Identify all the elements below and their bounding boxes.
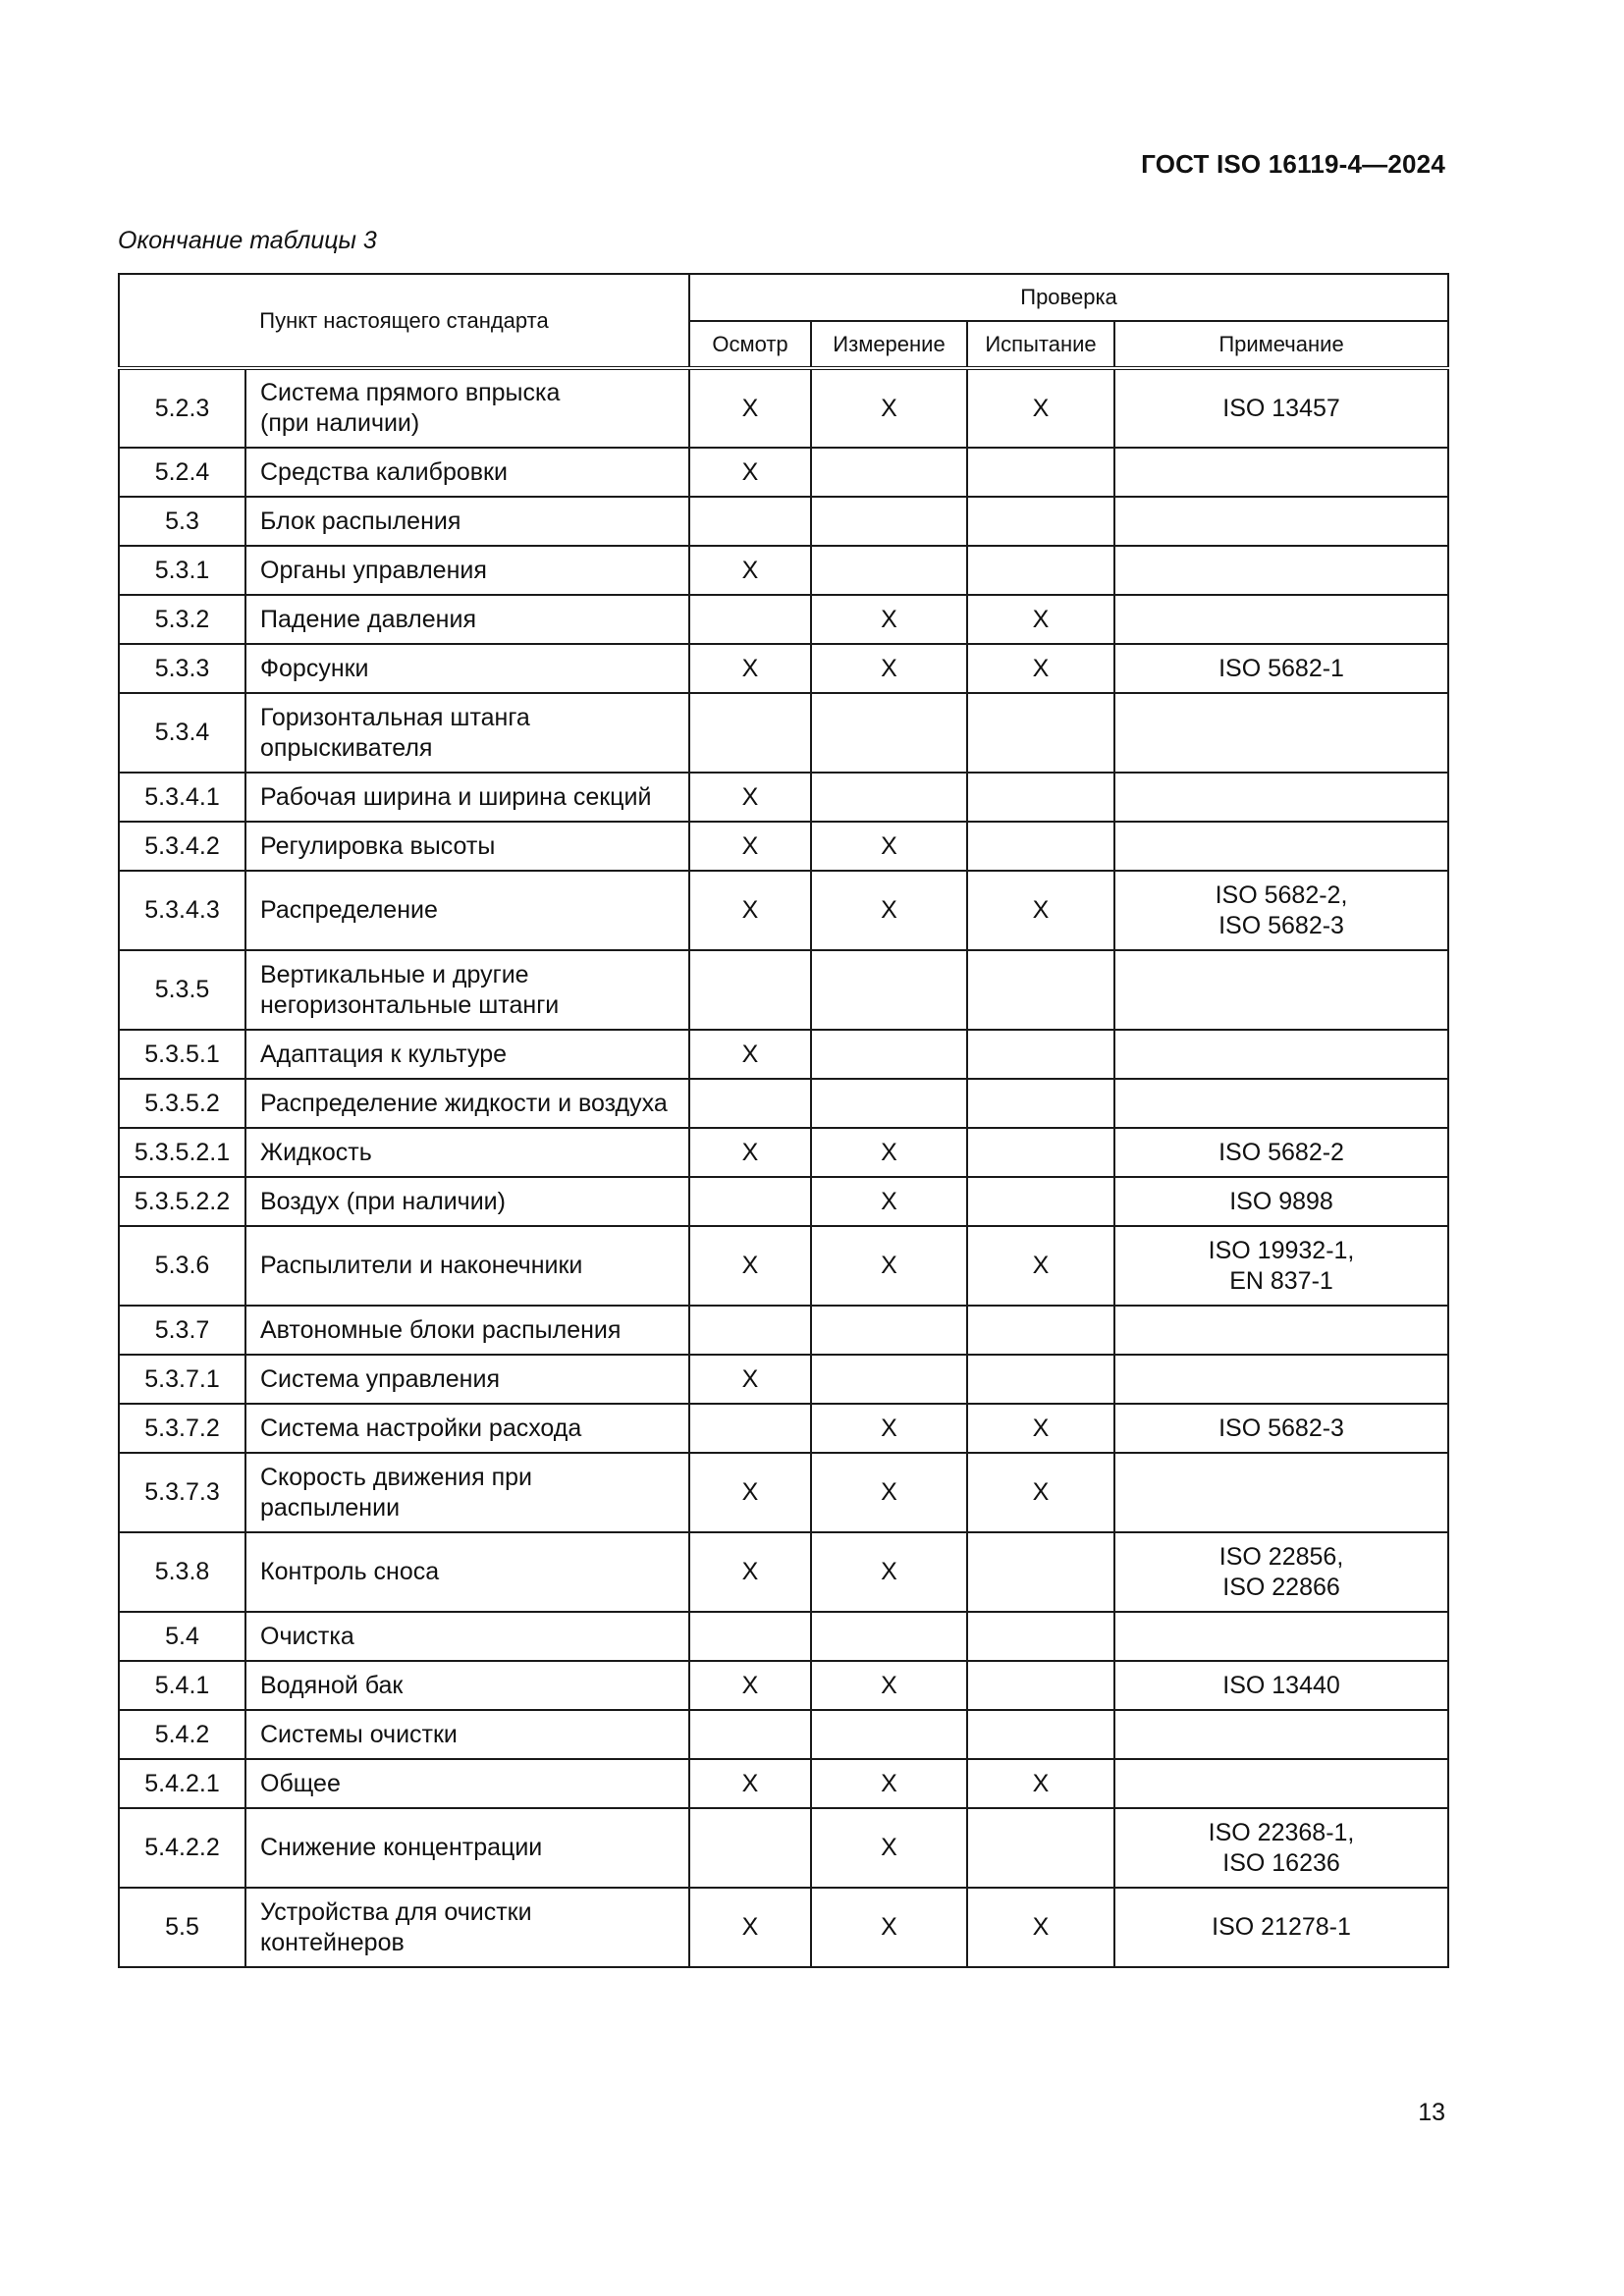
clause-name-cell: Горизонтальная штанга опрыскивателя xyxy=(245,693,689,773)
table-row xyxy=(119,1661,1448,1710)
table-row xyxy=(119,693,1448,773)
clause-number-cell: 5.4.2.2 xyxy=(119,1808,245,1888)
clause-number-cell: 5.3.4.3 xyxy=(119,871,245,950)
measurement-mark-cell: X xyxy=(811,1226,967,1306)
measurement-mark-cell: X xyxy=(811,1404,967,1453)
clause-number-cell: 5.3.4.2 xyxy=(119,822,245,871)
clause-name-cell: Устройства для очистки контейнеров xyxy=(245,1888,689,1967)
inspection-mark-cell: X xyxy=(689,546,811,595)
test-mark-cell xyxy=(967,1128,1114,1177)
inspection-mark-cell: X xyxy=(689,1030,811,1079)
inspection-mark-cell xyxy=(689,1177,811,1226)
note-cell: ISO 9898 xyxy=(1114,1177,1448,1226)
clause-number-cell: 5.3 xyxy=(119,497,245,546)
table-row xyxy=(119,1079,1448,1128)
clause-number-cell: 5.3.7 xyxy=(119,1306,245,1355)
note-cell: ISO 5682-1 xyxy=(1114,644,1448,693)
inspection-mark-cell: X xyxy=(689,822,811,871)
test-mark-cell: X xyxy=(967,368,1114,448)
test-mark-cell xyxy=(967,1532,1114,1612)
table-row xyxy=(119,950,1448,1030)
table-body xyxy=(119,368,1448,1967)
measurement-mark-cell: X xyxy=(811,871,967,950)
table-row xyxy=(119,1453,1448,1532)
inspection-mark-cell: X xyxy=(689,1661,811,1710)
test-column-header: Испытание xyxy=(967,321,1114,368)
check-group-header: Проверка xyxy=(689,274,1448,321)
clause-number-cell: 5.3.4 xyxy=(119,693,245,773)
clause-name-cell: Рабочая ширина и ширина секций xyxy=(245,773,689,822)
clause-number-cell: 5.3.5.2 xyxy=(119,1079,245,1128)
table-row xyxy=(119,448,1448,497)
table-row xyxy=(119,1710,1448,1759)
table-row xyxy=(119,1532,1448,1612)
measurement-mark-cell: X xyxy=(811,1808,967,1888)
inspection-mark-cell: X xyxy=(689,1888,811,1967)
clause-name-cell: Контроль сноса xyxy=(245,1532,689,1612)
clause-name-cell: Блок распыления xyxy=(245,497,689,546)
measurement-mark-cell: X xyxy=(811,1759,967,1808)
clause-number-cell: 5.3.8 xyxy=(119,1532,245,1612)
clause-number-cell: 5.3.7.1 xyxy=(119,1355,245,1404)
clause-name-cell: Система прямого впрыска (при наличии) xyxy=(245,368,689,448)
note-cell xyxy=(1114,546,1448,595)
test-mark-cell xyxy=(967,693,1114,773)
test-mark-cell: X xyxy=(967,1453,1114,1532)
clause-name-cell: Системы очистки xyxy=(245,1710,689,1759)
test-mark-cell xyxy=(967,497,1114,546)
measurement-mark-cell: X xyxy=(811,595,967,644)
clause-name-cell: Водяной бак xyxy=(245,1661,689,1710)
inspection-column-header: Осмотр xyxy=(689,321,811,368)
clause-name-cell: Общее xyxy=(245,1759,689,1808)
measurement-mark-cell: X xyxy=(811,822,967,871)
table-row xyxy=(119,497,1448,546)
table-row xyxy=(119,1177,1448,1226)
clause-number-cell: 5.3.2 xyxy=(119,595,245,644)
note-cell xyxy=(1114,497,1448,546)
test-mark-cell xyxy=(967,1710,1114,1759)
note-column-header: Примечание xyxy=(1114,321,1448,368)
clause-name-cell: Падение давления xyxy=(245,595,689,644)
measurement-mark-cell xyxy=(811,1710,967,1759)
inspection-mark-cell: X xyxy=(689,368,811,448)
note-cell xyxy=(1114,1355,1448,1404)
clause-name-cell: Органы управления xyxy=(245,546,689,595)
clause-number-cell: 5.3.3 xyxy=(119,644,245,693)
measurement-mark-cell xyxy=(811,448,967,497)
clause-name-cell: Средства калибровки xyxy=(245,448,689,497)
test-mark-cell: X xyxy=(967,1226,1114,1306)
table-row xyxy=(119,1612,1448,1661)
test-mark-cell xyxy=(967,822,1114,871)
table-row xyxy=(119,1888,1448,1967)
inspection-mark-cell: X xyxy=(689,1226,811,1306)
note-cell xyxy=(1114,1612,1448,1661)
inspection-mark-cell xyxy=(689,1079,811,1128)
clause-name-cell: Вертикальные и другие негоризонтальные штанги xyxy=(245,950,689,1030)
measurement-mark-cell xyxy=(811,1355,967,1404)
clause-number-cell: 5.4 xyxy=(119,1612,245,1661)
measurement-mark-cell xyxy=(811,497,967,546)
measurement-mark-cell xyxy=(811,1612,967,1661)
inspection-mark-cell xyxy=(689,1808,811,1888)
measurement-mark-cell: X xyxy=(811,1532,967,1612)
inspection-mark-cell xyxy=(689,1612,811,1661)
inspection-mark-cell: X xyxy=(689,1453,811,1532)
test-mark-cell xyxy=(967,1808,1114,1888)
clause-number-cell: 5.3.1 xyxy=(119,546,245,595)
test-mark-cell: X xyxy=(967,1404,1114,1453)
test-mark-cell: X xyxy=(967,595,1114,644)
note-cell: ISO 5682-3 xyxy=(1114,1404,1448,1453)
clause-number-cell: 5.2.3 xyxy=(119,368,245,448)
table-row xyxy=(119,644,1448,693)
test-mark-cell xyxy=(967,773,1114,822)
inspection-mark-cell xyxy=(689,595,811,644)
measurement-mark-cell: X xyxy=(811,1177,967,1226)
note-cell xyxy=(1114,773,1448,822)
table-row xyxy=(119,773,1448,822)
inspection-mark-cell xyxy=(689,1404,811,1453)
inspection-mark-cell: X xyxy=(689,448,811,497)
note-cell xyxy=(1114,1030,1448,1079)
test-mark-cell xyxy=(967,1612,1114,1661)
table-row xyxy=(119,368,1448,448)
note-cell: ISO 13440 xyxy=(1114,1661,1448,1710)
clause-name-cell: Распределение xyxy=(245,871,689,950)
measurement-mark-cell: X xyxy=(811,368,967,448)
note-cell xyxy=(1114,950,1448,1030)
measurement-mark-cell: X xyxy=(811,1453,967,1532)
note-cell: ISO 13457 xyxy=(1114,368,1448,448)
note-cell: ISO 22856, ISO 22866 xyxy=(1114,1532,1448,1612)
table-row xyxy=(119,595,1448,644)
clause-number-cell: 5.3.5.1 xyxy=(119,1030,245,1079)
measurement-mark-cell xyxy=(811,1030,967,1079)
note-cell xyxy=(1114,1710,1448,1759)
note-cell: ISO 19932-1, EN 837-1 xyxy=(1114,1226,1448,1306)
table-row xyxy=(119,1128,1448,1177)
clause-number-cell: 5.2.4 xyxy=(119,448,245,497)
page-number: 13 xyxy=(1418,2099,1445,2126)
clause-name-cell: Распределение жидкости и воздуха xyxy=(245,1079,689,1128)
test-mark-cell xyxy=(967,1355,1114,1404)
note-cell xyxy=(1114,1453,1448,1532)
test-mark-cell: X xyxy=(967,644,1114,693)
inspection-mark-cell xyxy=(689,950,811,1030)
clause-number-cell: 5.3.5.2.2 xyxy=(119,1177,245,1226)
inspection-mark-cell xyxy=(689,693,811,773)
measurement-mark-cell xyxy=(811,1306,967,1355)
measurement-mark-cell: X xyxy=(811,644,967,693)
measurement-mark-cell xyxy=(811,950,967,1030)
clause-number-cell: 5.5 xyxy=(119,1888,245,1967)
inspection-mark-cell xyxy=(689,497,811,546)
clause-name-cell: Скорость движения при распылении xyxy=(245,1453,689,1532)
note-cell: ISO 21278-1 xyxy=(1114,1888,1448,1967)
inspection-mark-cell: X xyxy=(689,1128,811,1177)
test-mark-cell: X xyxy=(967,1888,1114,1967)
note-cell xyxy=(1114,595,1448,644)
table-row xyxy=(119,1808,1448,1888)
test-mark-cell xyxy=(967,546,1114,595)
inspection-mark-cell: X xyxy=(689,644,811,693)
inspection-mark-cell: X xyxy=(689,1355,811,1404)
clause-name-cell: Адаптация к культуре xyxy=(245,1030,689,1079)
note-cell: ISO 5682-2, ISO 5682-3 xyxy=(1114,871,1448,950)
clause-number-cell: 5.3.7.3 xyxy=(119,1453,245,1532)
clause-name-cell: Очистка xyxy=(245,1612,689,1661)
test-mark-cell: X xyxy=(967,1759,1114,1808)
measurement-mark-cell: X xyxy=(811,1661,967,1710)
test-mark-cell xyxy=(967,1661,1114,1710)
note-cell xyxy=(1114,693,1448,773)
clause-number-cell: 5.4.2 xyxy=(119,1710,245,1759)
note-cell: ISO 22368-1, ISO 16236 xyxy=(1114,1808,1448,1888)
clause-number-cell: 5.4.2.1 xyxy=(119,1759,245,1808)
measurement-mark-cell xyxy=(811,1079,967,1128)
clause-number-cell: 5.3.5.2.1 xyxy=(119,1128,245,1177)
clause-name-cell: Форсунки xyxy=(245,644,689,693)
clause-name-cell: Воздух (при наличии) xyxy=(245,1177,689,1226)
clause-name-cell: Распылители и наконечники xyxy=(245,1226,689,1306)
inspection-mark-cell: X xyxy=(689,1759,811,1808)
measurement-mark-cell xyxy=(811,546,967,595)
measurement-column-header: Измерение xyxy=(811,321,967,368)
clause-number-cell: 5.4.1 xyxy=(119,1661,245,1710)
test-mark-cell xyxy=(967,448,1114,497)
clause-number-cell: 5.3.5 xyxy=(119,950,245,1030)
clause-name-cell: Жидкость xyxy=(245,1128,689,1177)
note-cell xyxy=(1114,1306,1448,1355)
inspection-mark-cell xyxy=(689,1710,811,1759)
measurement-mark-cell: X xyxy=(811,1128,967,1177)
table-row xyxy=(119,871,1448,950)
clause-number-cell: 5.3.4.1 xyxy=(119,773,245,822)
clause-number-cell: 5.3.6 xyxy=(119,1226,245,1306)
document-code-header: ГОСТ ISO 16119-4—2024 xyxy=(1141,149,1445,179)
measurement-mark-cell xyxy=(811,773,967,822)
note-cell xyxy=(1114,1079,1448,1128)
test-mark-cell xyxy=(967,1030,1114,1079)
clause-name-cell: Автономные блоки распыления xyxy=(245,1306,689,1355)
clause-name-cell: Система управления xyxy=(245,1355,689,1404)
test-mark-cell xyxy=(967,1177,1114,1226)
clause-name-cell: Система настройки расхода xyxy=(245,1404,689,1453)
table-row xyxy=(119,1759,1448,1808)
clause-number-cell: 5.3.7.2 xyxy=(119,1404,245,1453)
table-row xyxy=(119,822,1448,871)
clause-name-cell: Регулировка высоты xyxy=(245,822,689,871)
clause-name-cell: Снижение концентрации xyxy=(245,1808,689,1888)
table-row xyxy=(119,1355,1448,1404)
table-row xyxy=(119,1226,1448,1306)
inspection-mark-cell: X xyxy=(689,773,811,822)
note-cell xyxy=(1114,448,1448,497)
table-row xyxy=(119,1404,1448,1453)
measurement-mark-cell xyxy=(811,693,967,773)
table-row xyxy=(119,1306,1448,1355)
inspection-mark-cell xyxy=(689,1306,811,1355)
note-cell xyxy=(1114,1759,1448,1808)
table-row xyxy=(119,546,1448,595)
measurement-mark-cell: X xyxy=(811,1888,967,1967)
note-cell: ISO 5682-2 xyxy=(1114,1128,1448,1177)
test-mark-cell xyxy=(967,950,1114,1030)
inspection-table xyxy=(118,273,1449,1968)
test-mark-cell xyxy=(967,1306,1114,1355)
clause-column-header: Пункт настоящего стандарта xyxy=(119,274,689,368)
table-caption: Окончание таблицы 3 xyxy=(118,227,377,254)
table-row xyxy=(119,1030,1448,1079)
note-cell xyxy=(1114,822,1448,871)
inspection-mark-cell: X xyxy=(689,871,811,950)
test-mark-cell xyxy=(967,1079,1114,1128)
inspection-mark-cell: X xyxy=(689,1532,811,1612)
test-mark-cell: X xyxy=(967,871,1114,950)
